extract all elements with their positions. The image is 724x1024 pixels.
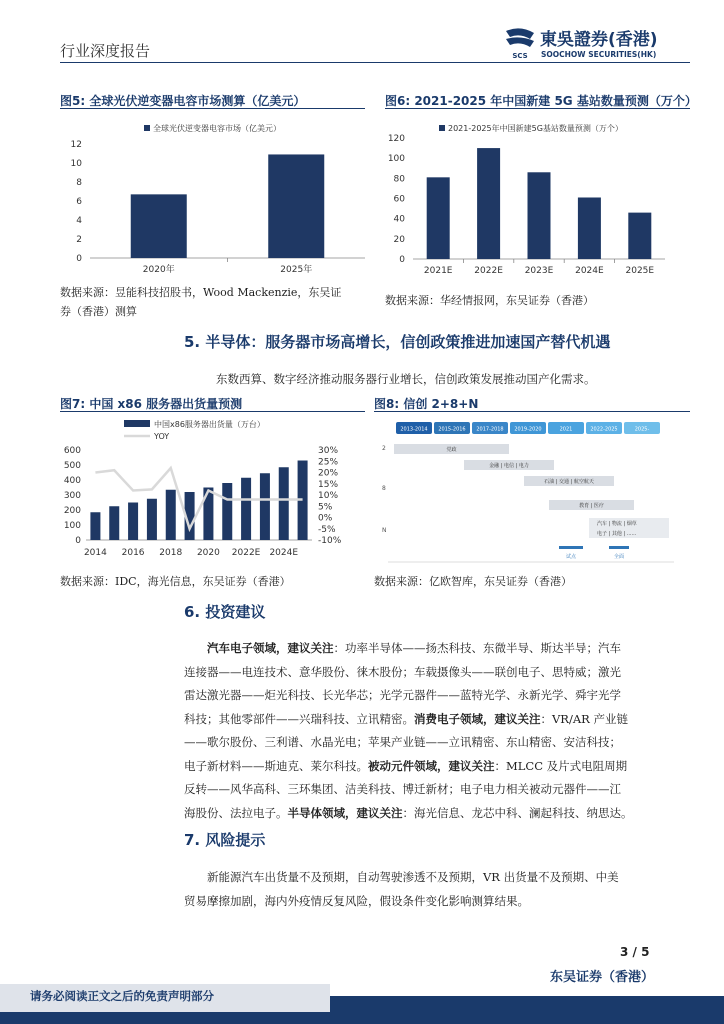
bar-2023E [260,473,270,540]
fig8-source: 数据来源：亿欧智库，东吴证券（香港） [374,575,572,588]
company-logo [504,27,694,61]
bar-2021E [427,177,450,259]
fig8-row-label: N [382,527,387,534]
fig5-chart [60,112,370,282]
y2-tick-label: 0% [318,513,333,524]
section7-body [184,866,690,913]
fig6-rule [385,108,690,109]
fig8-year-label: 2019-2020 [514,426,542,433]
y-tick-label: 500 [63,461,81,471]
y-tick-label: 120 [387,134,405,144]
fig8-band-label: 教育 | 医疗 [579,503,604,509]
bar-2022E [241,478,251,540]
section7-line-2: 贸易摩擦加剧，海内外疫情反复风险，假设条件变化影响测算结果。 [184,893,529,908]
x-tick-label: 2020 [196,548,220,558]
fig7-source: 数据来源：IDC，海光信息，东吴证券（香港） [60,575,291,588]
section5-title: 5. 半导体：服务器市场高增长，信创政策推进加速国产替代机遇 [184,333,611,351]
y-tick-label: 10 [70,159,82,169]
fig8-rule [374,411,690,412]
bar-2024E [279,467,289,540]
x-tick-label: 2025年 [280,265,313,275]
bar-2022E [477,148,500,259]
x-tick-label: 2022E [474,266,503,276]
footer-company: 东吴证券（香港） [550,970,655,985]
section6-line-7: 反转——风华高科、三环集团、洁美科技、博迁新材；电子电力相关被动元器件——江 [184,782,621,796]
y-tick-label: 40 [393,214,405,225]
legend-label: 2021-2025年中国新建5G基站数量预测（万个） [448,124,623,133]
y-tick-label: 0 [75,536,81,546]
bar-2018 [166,490,176,540]
fig6-source: 数据来源：华经情报网，东吴证券（香港） [385,294,594,307]
y-tick-label: 0 [399,255,405,265]
y-tick-label: 12 [70,140,82,150]
legend-swatch [439,125,445,131]
x-tick-label: 2024E [575,266,604,276]
logo-mark-icon [506,28,534,60]
section6-line-5: ——歌尔股份、三利谱、水晶光电；苹果产业链——立讯精密、东山精密、安洁科技； [184,735,621,749]
x-tick-label: 2022E [231,548,261,558]
x-tick-label: 2018 [159,548,183,558]
fig8-row-label: 8 [382,485,386,492]
bar-2024E [578,197,601,259]
fig8-band-label: 金融 | 电信 | 电力 [489,463,529,469]
fig5-source [60,283,370,321]
bar-2025E [628,213,651,259]
y-tick-label: 200 [63,506,81,516]
section6-body [184,637,690,825]
y2-tick-label: 5% [318,502,333,513]
fig7-chart [60,414,370,564]
y2-tick-label: 15% [318,479,339,490]
header-divider [60,62,690,63]
y-tick-label: 600 [63,446,81,456]
fig6-chart [375,112,690,282]
y-tick-label: 2 [76,235,82,245]
fig8-year-label: 2021 [559,426,573,433]
fig5-source-line-1: 数据来源：昱能科技招股书，Wood Mackenzie，东吴证 [60,286,342,299]
bar-2015 [109,506,119,540]
y-tick-label: 80 [393,174,405,185]
fig8-diagram [374,414,690,569]
fig8-band-label: 石油 | 交通 | 航空航天 [544,479,594,485]
y-tick-label: 400 [63,476,81,486]
y-tick-label: 0 [76,254,82,264]
y2-tick-label: 25% [318,457,339,468]
y-tick-label: 100 [387,154,405,165]
section7-line-1: 新能源汽车出货量不及预期，自动驾驶渗透不及预期，VR 出货量不及预期、中美 [207,870,619,884]
y2-tick-label: -5% [318,524,336,535]
section6-line-1: 汽车电子领域，建议关注：功率半导体——扬杰科技、东微半导、斯达半导；汽车 [207,641,621,655]
fig8-axis-label-pilot: 试点 [565,554,577,560]
y-tick-label: 6 [76,197,82,207]
fig8-year-label: 2025- [634,426,650,433]
fig8-axis-label-full: 全面 [613,554,625,560]
y-tick-label: 300 [63,491,81,501]
x-tick-label: 2024E [269,548,299,558]
section6-line-2: 连接器——电连技术、意华股份、徕木股份；车载摄像头——联创电子、思特威；激光 [184,664,621,679]
logo-en-text: SOOCHOW SECURITIES(HK) [541,50,657,59]
y-tick-label: 4 [76,216,82,226]
bar-2021 [222,483,232,540]
y2-tick-label: -10% [318,536,342,546]
logo-mark-text: SCS [512,52,528,60]
fig8-year-label: 2017-2018 [476,426,504,433]
fig8-axis-marker-1 [559,546,583,549]
fig8-axis-marker-2 [609,546,629,549]
fig6-title: 图6: 2021-2025 年中国新建 5G 基站数量预测（万个） [385,94,697,108]
y-tick-label: 8 [76,178,82,188]
legend-swatch-shipments [124,420,150,427]
fig8-title: 图8: 信创 2+8+N [374,397,479,411]
y2-tick-label: 20% [318,468,339,479]
x-tick-label: 2014 [83,548,107,558]
fig7-title: 图7: 中国 x86 服务器出货量预测 [60,397,243,411]
y2-tick-label: 10% [318,491,339,501]
fig8-row-label: 2 [382,445,386,452]
y-tick-label: 100 [63,521,81,531]
legend-label: 全球光伏逆变器电容市场（亿美元） [153,124,281,133]
section7-title: 7. 风险提示 [184,831,266,849]
bar-2016 [128,503,138,541]
fig8-year-label: 2022-2025 [590,426,618,433]
footer-disclaimer: 请务必阅读正文之后的免责声明部分 [30,989,214,1003]
legend-swatch [144,125,150,131]
x-tick-label: 2016 [121,548,145,558]
section6-line-4: 科技；其他零部件——兴瑞科技、立讯精密。消费电子领域，建议关注：VR/AR 产业链 [184,711,628,726]
y2-tick-label: 30% [318,446,339,456]
bar-2020年 [131,194,187,258]
x-tick-label: 2025E [625,266,655,276]
yoy-line [95,468,302,529]
section6-title: 6. 投资建议 [184,603,266,621]
fig5-rule [60,108,365,109]
fig5-source-line-2: 券（香港）测算 [60,305,137,318]
report-category: 行业深度报告 [60,42,151,60]
section6-line-8: 海股份、法拉电子。半导体领域，建议关注：海光信息、龙芯中科、澜起科技、纳思达。 [184,805,633,820]
y-tick-label: 20 [393,234,405,245]
y-tick-label: 60 [393,194,405,205]
legend-label-shipments: 中国x86服务器出货量（万台） [154,420,265,429]
fig8-year-label: 2013-2014 [400,426,428,433]
fig8-band-label: 党政 [446,447,457,453]
fig8-band-label: 汽车 | 物流 | 烟草 [597,521,637,527]
x-tick-label: 2023E [524,266,554,276]
x-tick-label: 2021E [423,266,453,276]
x-tick-label: 2020年 [142,265,175,275]
section6-line-3: 雷达激光器——炬光科技、长光华芯；光学元器件——蓝特光学、永新光学、舜宇光学 [184,688,621,702]
bar-2017 [147,499,157,540]
bar-2023E [528,172,551,259]
bar-2014 [90,512,100,540]
section5-text: 东数西算、数字经济推动服务器行业增长，信创政策发展推动国产化需求。 [216,372,596,386]
fig7-rule [60,411,365,412]
bar-2025年 [268,154,324,258]
page-number: 3 / 5 [620,945,650,959]
fig5-title: 图5: 全球光伏逆变器电容市场测算（亿美元） [60,94,306,108]
logo-cn-text: 東吳證券(香港) [540,30,658,50]
fig8-year-label: 2015-2016 [438,426,466,433]
fig8-band-label: 电子 | 其他 | ...... [597,531,637,537]
legend-label-yoy: YOY [154,432,170,441]
section6-line-6: 电子新材料——斯迪克、莱尔科技。被动元件领域，建议关注：MLCC 及片式电阻周期 [184,758,628,773]
